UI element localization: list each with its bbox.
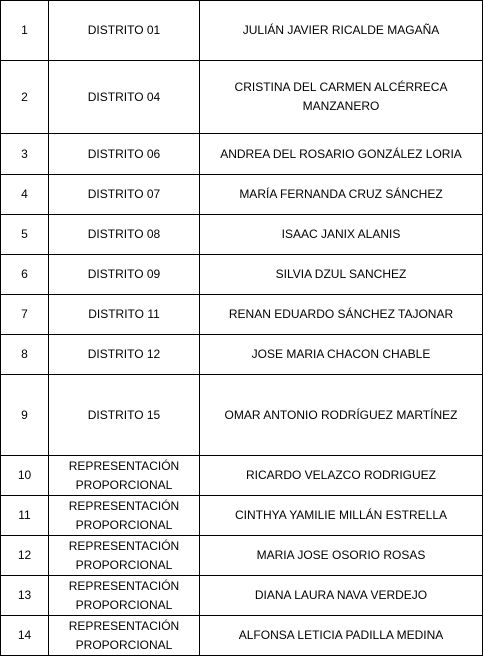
district-cell: DISTRITO 06 bbox=[49, 134, 200, 175]
row-number: 12 bbox=[1, 536, 49, 576]
table-row bbox=[1, 215, 483, 255]
table-row bbox=[1, 61, 483, 134]
row-number: 11 bbox=[1, 496, 49, 536]
district-cell: REPRESENTACIÓN PROPORCIONAL bbox=[49, 536, 200, 576]
table-row bbox=[1, 375, 483, 456]
district-cell: DISTRITO 04 bbox=[49, 61, 200, 134]
district-cell: REPRESENTACIÓN PROPORCIONAL bbox=[49, 576, 200, 616]
name-cell: SILVIA DZUL SANCHEZ bbox=[200, 255, 483, 295]
district-cell: DISTRITO 09 bbox=[49, 255, 200, 295]
name-cell: ANDREA DEL ROSARIO GONZÁLEZ LORIA bbox=[200, 134, 483, 175]
table-row bbox=[1, 576, 483, 616]
row-number: 10 bbox=[1, 456, 49, 496]
name-cell: CINTHYA YAMILIE MILLÁN ESTRELLA bbox=[200, 496, 483, 536]
district-cell: DISTRITO 12 bbox=[49, 335, 200, 375]
name-cell: RENAN EDUARDO SÁNCHEZ TAJONAR bbox=[200, 295, 483, 335]
name-cell: JULIÁN JAVIER RICALDE MAGAÑA bbox=[200, 1, 483, 61]
row-number: 3 bbox=[1, 134, 49, 175]
table-row bbox=[1, 1, 483, 61]
table-row bbox=[1, 255, 483, 295]
district-cell: REPRESENTACIÓN PROPORCIONAL bbox=[49, 456, 200, 496]
row-number: 7 bbox=[1, 295, 49, 335]
district-cell: DISTRITO 11 bbox=[49, 295, 200, 335]
name-cell: JOSE MARIA CHACON CHABLE bbox=[200, 335, 483, 375]
name-cell: OMAR ANTONIO RODRÍGUEZ MARTÍNEZ bbox=[200, 375, 483, 456]
name-cell: MARÍA FERNANDA CRUZ SÁNCHEZ bbox=[200, 175, 483, 215]
row-number: 13 bbox=[1, 576, 49, 616]
row-number: 8 bbox=[1, 335, 49, 375]
table-row bbox=[1, 616, 483, 656]
district-cell: DISTRITO 01 bbox=[49, 1, 200, 61]
row-number: 5 bbox=[1, 215, 49, 255]
row-number: 4 bbox=[1, 175, 49, 215]
row-number: 14 bbox=[1, 616, 49, 656]
table-row bbox=[1, 536, 483, 576]
row-number: 2 bbox=[1, 61, 49, 134]
name-cell: DIANA LAURA NAVA VERDEJO bbox=[200, 576, 483, 616]
name-cell: RICARDO VELAZCO RODRIGUEZ bbox=[200, 456, 483, 496]
table-row bbox=[1, 335, 483, 375]
district-cell: DISTRITO 15 bbox=[49, 375, 200, 456]
row-number: 6 bbox=[1, 255, 49, 295]
district-cell: DISTRITO 08 bbox=[49, 215, 200, 255]
table-row bbox=[1, 175, 483, 215]
table-row bbox=[1, 496, 483, 536]
row-number: 9 bbox=[1, 375, 49, 456]
table-row bbox=[1, 295, 483, 335]
district-cell: DISTRITO 07 bbox=[49, 175, 200, 215]
name-cell: ALFONSA LETICIA PADILLA MEDINA bbox=[200, 616, 483, 656]
name-cell: ISAAC JANIX ALANIS bbox=[200, 215, 483, 255]
table-row bbox=[1, 134, 483, 175]
district-cell: REPRESENTACIÓN PROPORCIONAL bbox=[49, 496, 200, 536]
district-cell: REPRESENTACIÓN PROPORCIONAL bbox=[49, 616, 200, 656]
row-number: 1 bbox=[1, 1, 49, 61]
name-cell: CRISTINA DEL CARMEN ALCÉRRECA MANZANERO bbox=[200, 61, 483, 134]
name-cell: MARIA JOSE OSORIO ROSAS bbox=[200, 536, 483, 576]
table-row bbox=[1, 456, 483, 496]
